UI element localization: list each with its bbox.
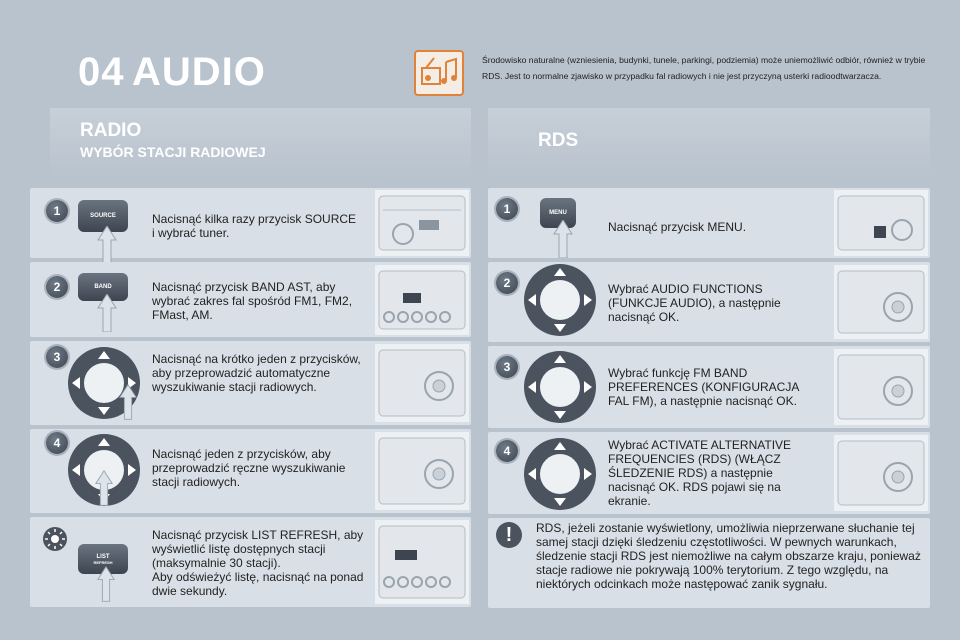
- warning-icon: [496, 522, 522, 548]
- direction-pad-icon: [522, 349, 598, 430]
- radio-panel-image: [375, 520, 469, 604]
- menu-button-icon: MENU: [540, 198, 576, 228]
- radio-step-3-text: Nacisnąć na krótko jeden z przycisków, aby przeprowadzić automatyczne wyszukiwanie stacji radiowych.: [152, 352, 361, 394]
- rds-panel-image: [834, 190, 928, 256]
- radio-subtitle: WYBÓR STACJI RADIOWEJ: [80, 144, 266, 160]
- radio-section-header: [50, 108, 471, 178]
- radio-panel-image: [375, 432, 469, 510]
- chapter-title: AUDIO: [132, 50, 266, 94]
- press-finger-icon: [94, 470, 114, 511]
- radio-step-4-text: Nacisnąć jeden z przycisków, aby przeprowadzić ręczne wyszukiwanie stacji radiowych.: [152, 447, 346, 489]
- warning-mark: !: [505, 523, 513, 546]
- rds-title: RDS: [538, 130, 579, 151]
- press-finger-icon: [96, 294, 118, 337]
- radio-tip-text-2: Aby odświeżyć listę, nacisnąć na ponad dwie sekundy.: [152, 570, 364, 598]
- rds-step-4-text: Wybrać ACTIVATE ALTERNATIVE FREQUENCIES (RDS) (WŁĄCZ ŚLEDZENIE RDS) a następnie nacisnąć OK. RDS pojawi się na ekranie.: [608, 438, 792, 508]
- rds-note-text: RDS, jeżeli zostanie wyświetlony, umożliwia nieprzerwane słuchanie tej samej stacji dzięki śledzeniu częstotliwości. W pewnych warunkach, śledzenie stacji RDS jest niemożliwe na całym obszarze kraju, ponieważ stacje radiowe nie pokrywają 100% terytorium. Z tego względu, na niektórych odcinkach może następować zanik sygnału.: [536, 521, 921, 591]
- step-badge: 2: [496, 272, 518, 294]
- step-badge: 3: [496, 356, 518, 378]
- rds-step-3-text: Wybrać funkcję FM BAND PREFERENCES (KONFIGURACJA FAL FM), a następnie nacisnąć OK.: [608, 366, 799, 408]
- radio-title: RADIO: [80, 120, 142, 141]
- rds-panel-image: [834, 349, 928, 425]
- rds-step-1-text: Nacisnąć przycisk MENU.: [608, 220, 747, 234]
- step-badge: 1: [496, 198, 518, 220]
- direction-pad-icon: [522, 436, 598, 517]
- step-badge: 2: [46, 276, 68, 298]
- refresh-label: REFRESH: [93, 559, 113, 565]
- step-badge: 4: [496, 440, 518, 462]
- source-button-icon: SOURCE: [78, 200, 128, 232]
- step-badge: 1: [46, 200, 68, 222]
- list-label: LIST: [96, 553, 110, 560]
- radio-step-1-text: Nacisnąć kilka razy przycisk SOURCE i wybrać tuner.: [152, 212, 357, 240]
- chapter-number: 04: [78, 50, 125, 94]
- press-finger-icon: [118, 384, 138, 425]
- tip-sun-icon: [42, 526, 68, 557]
- radio-step-2-text: Nacisnąć przycisk BAND AST, aby wybrać zakres fal spośród FM1, FM2, FMast, AM.: [152, 280, 353, 322]
- rds-step-2-text: Wybrać AUDIO FUNCTIONS (FUNKCJE AUDIO), a następnie nacisnąć OK.: [608, 282, 781, 324]
- direction-pad-icon: [522, 262, 598, 343]
- press-finger-icon: [552, 220, 574, 263]
- rds-panel-image: [834, 435, 928, 511]
- radio-panel-image: [375, 190, 469, 256]
- radio-panel-image: [375, 265, 469, 335]
- audio-music-icon: [414, 50, 464, 96]
- rds-panel-image: [834, 265, 928, 339]
- intro-text: Środowisko naturalne (wzniesienia, budynki, tunele, parkingi, podziemia) może uniemożliwić odbiór, również w trybie RDS. Jest to normalne zjawisko w przypadku fal radiowych i nie jest przyczyną usterki radioodtwarzacza.: [482, 55, 926, 81]
- press-finger-icon: [96, 566, 116, 607]
- radio-tip-text-1: Nacisnąć przycisk LIST REFRESH, aby wyświetlić listę dostępnych stacji (maksymalnie 30 stacji).: [152, 528, 364, 570]
- band-button-icon: BAND: [78, 273, 128, 301]
- step-badge: 4: [46, 432, 68, 454]
- radio-panel-image: [375, 344, 469, 422]
- step-badge: 3: [46, 346, 68, 368]
